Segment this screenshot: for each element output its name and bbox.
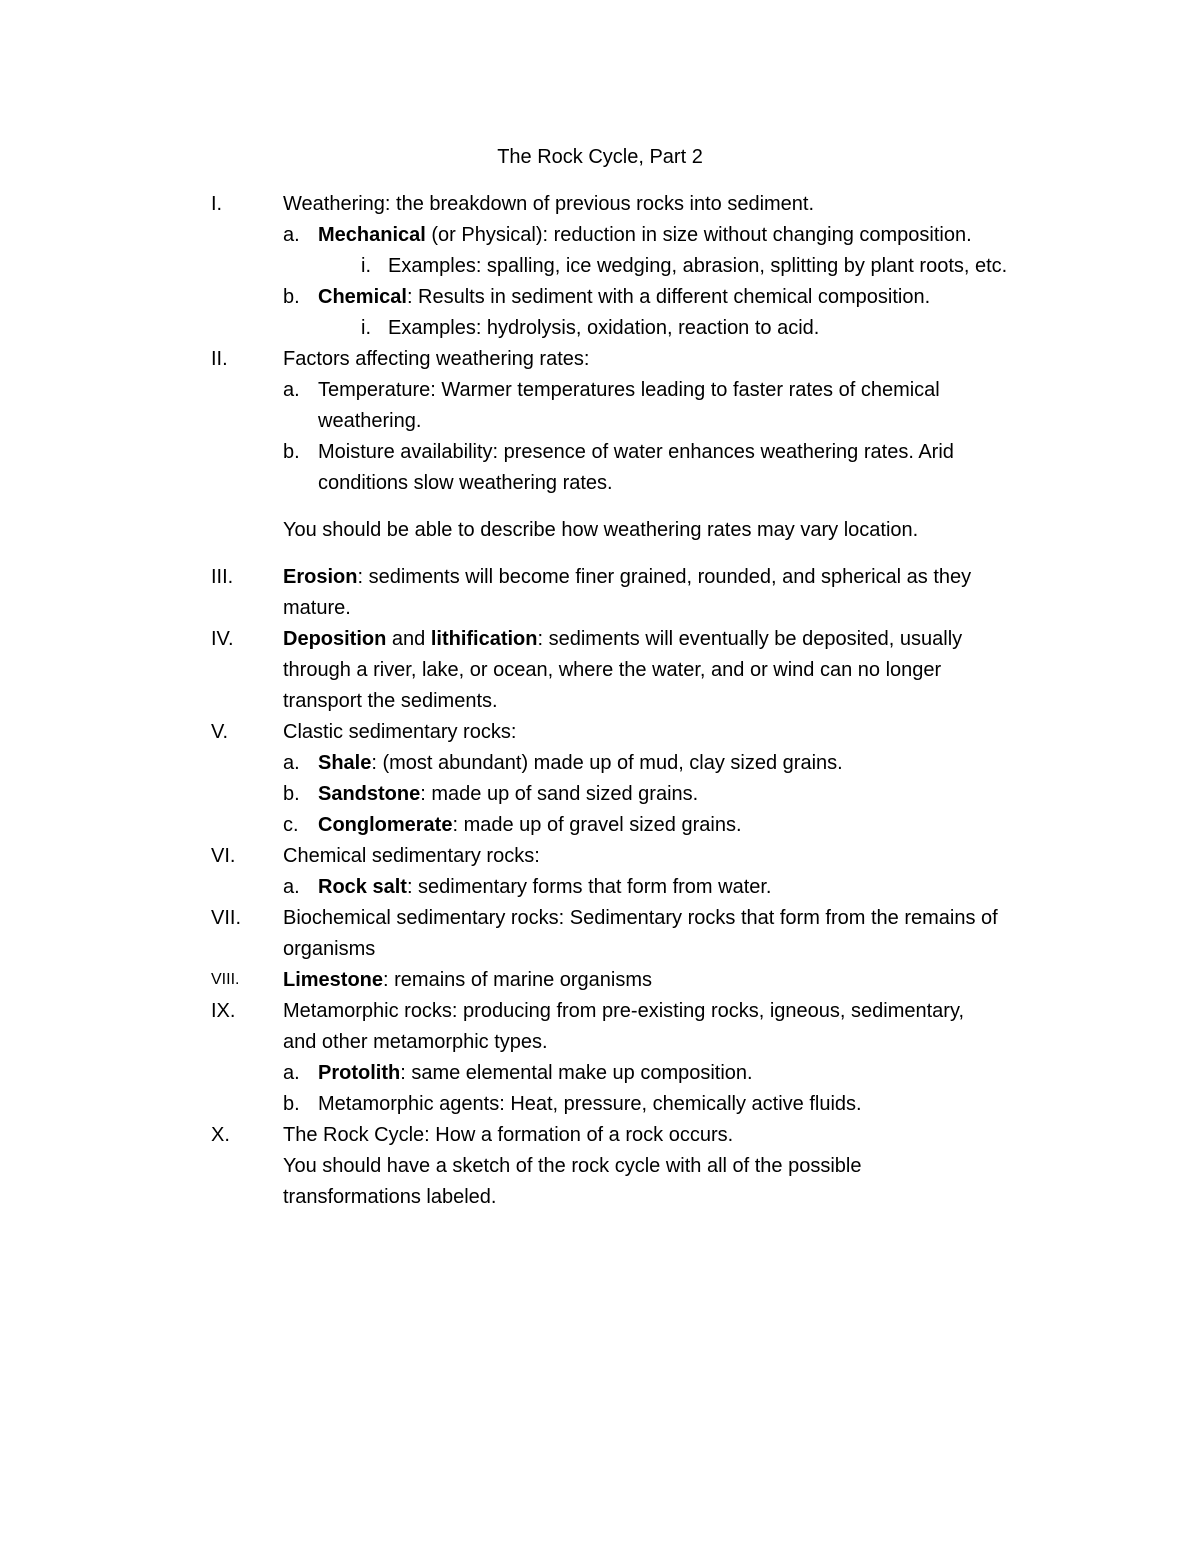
section-2a-line2: weathering. bbox=[318, 410, 422, 432]
section-7-line2: organisms bbox=[283, 938, 376, 960]
section-9-line1: Metamorphic rocks: producing from pre-existing rocks, igneous, sedimentary, bbox=[283, 1000, 965, 1022]
section-1b-desc: : Results in sediment with a different chemical composition. bbox=[406, 286, 931, 308]
section-1-text: Weathering: the breakdown of previous rocks into sediment. bbox=[283, 193, 815, 215]
section-5b-marker: b. bbox=[283, 783, 300, 805]
section-7-number: VII. bbox=[211, 907, 242, 929]
section-4-line2: through a river, lake, or ocean, where the water, and or wind can no longer bbox=[283, 659, 942, 681]
section-1b-term: Chemical bbox=[318, 286, 407, 308]
section-5c-marker: c. bbox=[283, 814, 299, 836]
section-9-number: IX. bbox=[211, 1000, 236, 1022]
section-6a-text bbox=[318, 873, 772, 901]
section-5b-term: Sandstone bbox=[318, 783, 421, 805]
section-2b-line1: Moisture availability: presence of water enhances weathering rates. Arid bbox=[318, 441, 954, 463]
section-4-line3: transport the sediments. bbox=[283, 690, 498, 712]
section-8-desc: : remains of marine organisms bbox=[383, 969, 653, 991]
section-1a-marker: a. bbox=[283, 224, 300, 246]
section-1a-i-marker: i. bbox=[361, 255, 371, 277]
section-3-number: III. bbox=[211, 566, 234, 588]
section-7-line1: Biochemical sedimentary rocks: Sedimentary rocks that form from the remains of bbox=[283, 907, 998, 929]
section-1-number: I. bbox=[211, 193, 223, 215]
section-4-desc: : sediments will eventually be deposited, usually bbox=[537, 628, 963, 650]
section-10-text: The Rock Cycle: How a formation of a rock occurs. bbox=[283, 1124, 734, 1146]
section-2a-line1: Temperature: Warmer temperatures leading to faster rates of chemical bbox=[318, 379, 940, 401]
section-9b-text: Metamorphic agents: Heat, pressure, chemically active fluids. bbox=[318, 1093, 862, 1115]
section-6-number: VI. bbox=[211, 845, 236, 867]
section-5a-desc: : (most abundant) made up of mud, clay sized grains. bbox=[371, 752, 843, 774]
section-6-text: Chemical sedimentary rocks: bbox=[283, 845, 540, 867]
section-9-line2: and other metamorphic types. bbox=[283, 1031, 548, 1053]
section-5b-text bbox=[318, 780, 698, 808]
section-6a-desc: : sedimentary forms that form from water. bbox=[406, 876, 772, 898]
section-5a-term: Shale bbox=[318, 752, 372, 774]
section-5a-text bbox=[318, 749, 843, 777]
section-9a-desc: : same elemental make up composition. bbox=[400, 1062, 753, 1084]
section-4-and: and bbox=[386, 628, 431, 650]
section-2b-marker: b. bbox=[283, 441, 300, 463]
section-5c-desc: : made up of gravel sized grains. bbox=[452, 814, 742, 836]
section-2-text: Factors affecting weathering rates: bbox=[283, 348, 590, 370]
section-2-number: II. bbox=[211, 348, 228, 370]
section-9b-marker: b. bbox=[283, 1093, 300, 1115]
section-8-term: Limestone bbox=[283, 969, 384, 991]
section-8-text bbox=[283, 966, 652, 994]
section-1a-i-text: Examples: spalling, ice wedging, abrasion, splitting by plant roots, etc. bbox=[388, 255, 1008, 277]
section-5a-marker: a. bbox=[283, 752, 300, 774]
section-1b-i-text: Examples: hydrolysis, oxidation, reaction to acid. bbox=[388, 317, 820, 339]
section-10-line3: transformations labeled. bbox=[283, 1186, 497, 1208]
section-5-number: V. bbox=[211, 721, 229, 743]
section-9a-term: Protolith bbox=[318, 1062, 401, 1084]
section-10-number: X. bbox=[211, 1124, 230, 1146]
section-5-text: Clastic sedimentary rocks: bbox=[283, 721, 517, 743]
section-1b-text bbox=[318, 283, 930, 311]
section-4-term2: lithification bbox=[430, 628, 538, 650]
section-9a-text bbox=[318, 1059, 753, 1087]
section-3-line1 bbox=[283, 563, 971, 591]
document-title: The Rock Cycle, Part 2 bbox=[497, 146, 703, 168]
section-3-line2: mature. bbox=[283, 597, 351, 619]
section-5c-term: Conglomerate bbox=[318, 814, 453, 836]
section-9a-marker: a. bbox=[283, 1062, 300, 1084]
section-4-line1 bbox=[283, 625, 962, 653]
weathering-note: You should be able to describe how weathering rates may vary location. bbox=[283, 519, 919, 541]
section-1b-marker: b. bbox=[283, 286, 300, 308]
section-3-term: Erosion bbox=[283, 566, 358, 588]
section-8-number: VIII. bbox=[211, 971, 240, 988]
section-6a-term: Rock salt bbox=[318, 876, 407, 898]
section-1b-i-marker: i. bbox=[361, 317, 371, 339]
section-2b-line2: conditions slow weathering rates. bbox=[318, 472, 613, 494]
section-6a-marker: a. bbox=[283, 876, 300, 898]
section-1a-text bbox=[318, 221, 972, 249]
section-1a-term: Mechanical bbox=[318, 224, 426, 246]
section-2a-marker: a. bbox=[283, 379, 300, 401]
section-4-number: IV. bbox=[211, 628, 234, 650]
section-1a-desc: (or Physical): reduction in size without changing composition. bbox=[425, 224, 972, 246]
section-10-line2: You should have a sketch of the rock cycle with all of the possible bbox=[283, 1155, 862, 1177]
section-5c-text bbox=[318, 811, 742, 839]
section-3-desc: : sediments will become finer grained, rounded, and spherical as they bbox=[357, 566, 972, 588]
section-5b-desc: : made up of sand sized grains. bbox=[420, 783, 699, 805]
section-4-term1: Deposition bbox=[283, 628, 387, 650]
